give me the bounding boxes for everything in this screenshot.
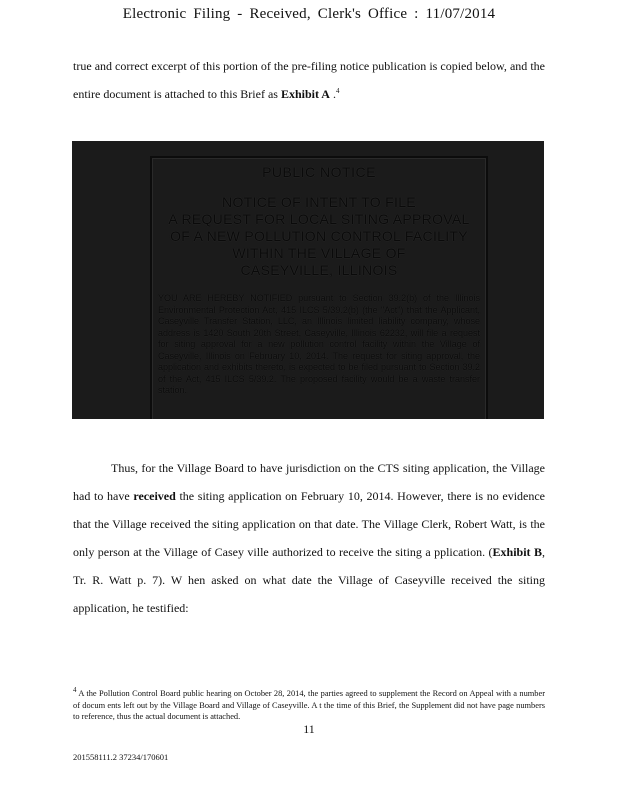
footnote-ref: 4 [335,87,340,95]
intro-text: true and correct excerpt of this portion of the pre-filing notice publication is copied below, and the entire document is attached to this Brief as [73,59,545,101]
notice-heading: PUBLIC NOTICE [262,164,376,180]
page-number: 11 [303,722,315,736]
received-emphasis: received [133,489,176,503]
notice-title-line: NOTICE OF INTENT TO FILE [222,194,416,210]
intro-text-end: . [329,87,336,101]
footnote-text: A the Pollution Control Board public hearing on October 28, 2014, the parties agreed to supplement the Record on Appeal with a number of docum ents left out by the Village Board and Village of Caseyville. A t the time of this Brief, the Supplement did not have page numbers to reference, thus the actual document is attached. [73,689,545,721]
body-paragraph [73,454,545,622]
notice-frame [150,156,488,419]
notice-title-line: WITHIN THE VILLAGE OF [232,245,406,261]
intro-paragraph [73,52,545,108]
exhibit-b-label: Exhibit B [492,545,542,559]
footnote [73,688,545,723]
notice-title-line: OF A NEW POLLUTION CONTROL FACILITY [170,228,468,244]
notice-title-line: CASEYVILLE, ILLINOIS [240,262,398,278]
notice-image [72,141,544,419]
notice-title-line: A REQUEST FOR LOCAL SITING APPROVAL [168,211,470,227]
body-text: , Tr. R. Watt p. 7). W hen asked on what date the Village of Caseyville received the siting application, he testified: [73,545,545,615]
exhibit-a-label: Exhibit A [280,87,330,101]
body-text: Thus, for the Village Board to have jurisdiction on the CTS siting application, the Village had to have [73,461,545,503]
body-text: the siting application on February 10, 2014. However, there is no evidence that the Village received the siting application on that date. The Village Clerk, Robert Watt, is the only person at the Village of Casey ville authorized to receive the siting a pplication. ( [73,489,546,559]
document-id: 201558111.2 37234/170601 [73,752,169,762]
notice-body: YOU ARE HEREBY NOTIFIED pursuant to Section 39.2(b) of the Illinois Environmental Protection Act, 415 ILCS 5/39.2(b) (the "Act") that the Applicant, Caseyville Transfer Station, LLC, an Illinois limited liability company, whose address is 1420 South 20th Street, Caseyville, Illinois 62232, will file a request for siting approval for a new pollution control facility within the Village of Caseyville, Illinois on February 10, 2014. The request for siting approval, the application and exhibits thereto, is expected to be filed pursuant to Section 39.2 of the Act, 415 ILCS 5/39.2. The proposed facility would be a waste transfer station. [158,293,480,395]
notice-title [152,194,486,279]
filing-stamp-header: Electronic Filing - Received, Clerk's Office : 11/07/2014 [122,6,496,22]
footnote-marker: 4 [73,686,77,695]
